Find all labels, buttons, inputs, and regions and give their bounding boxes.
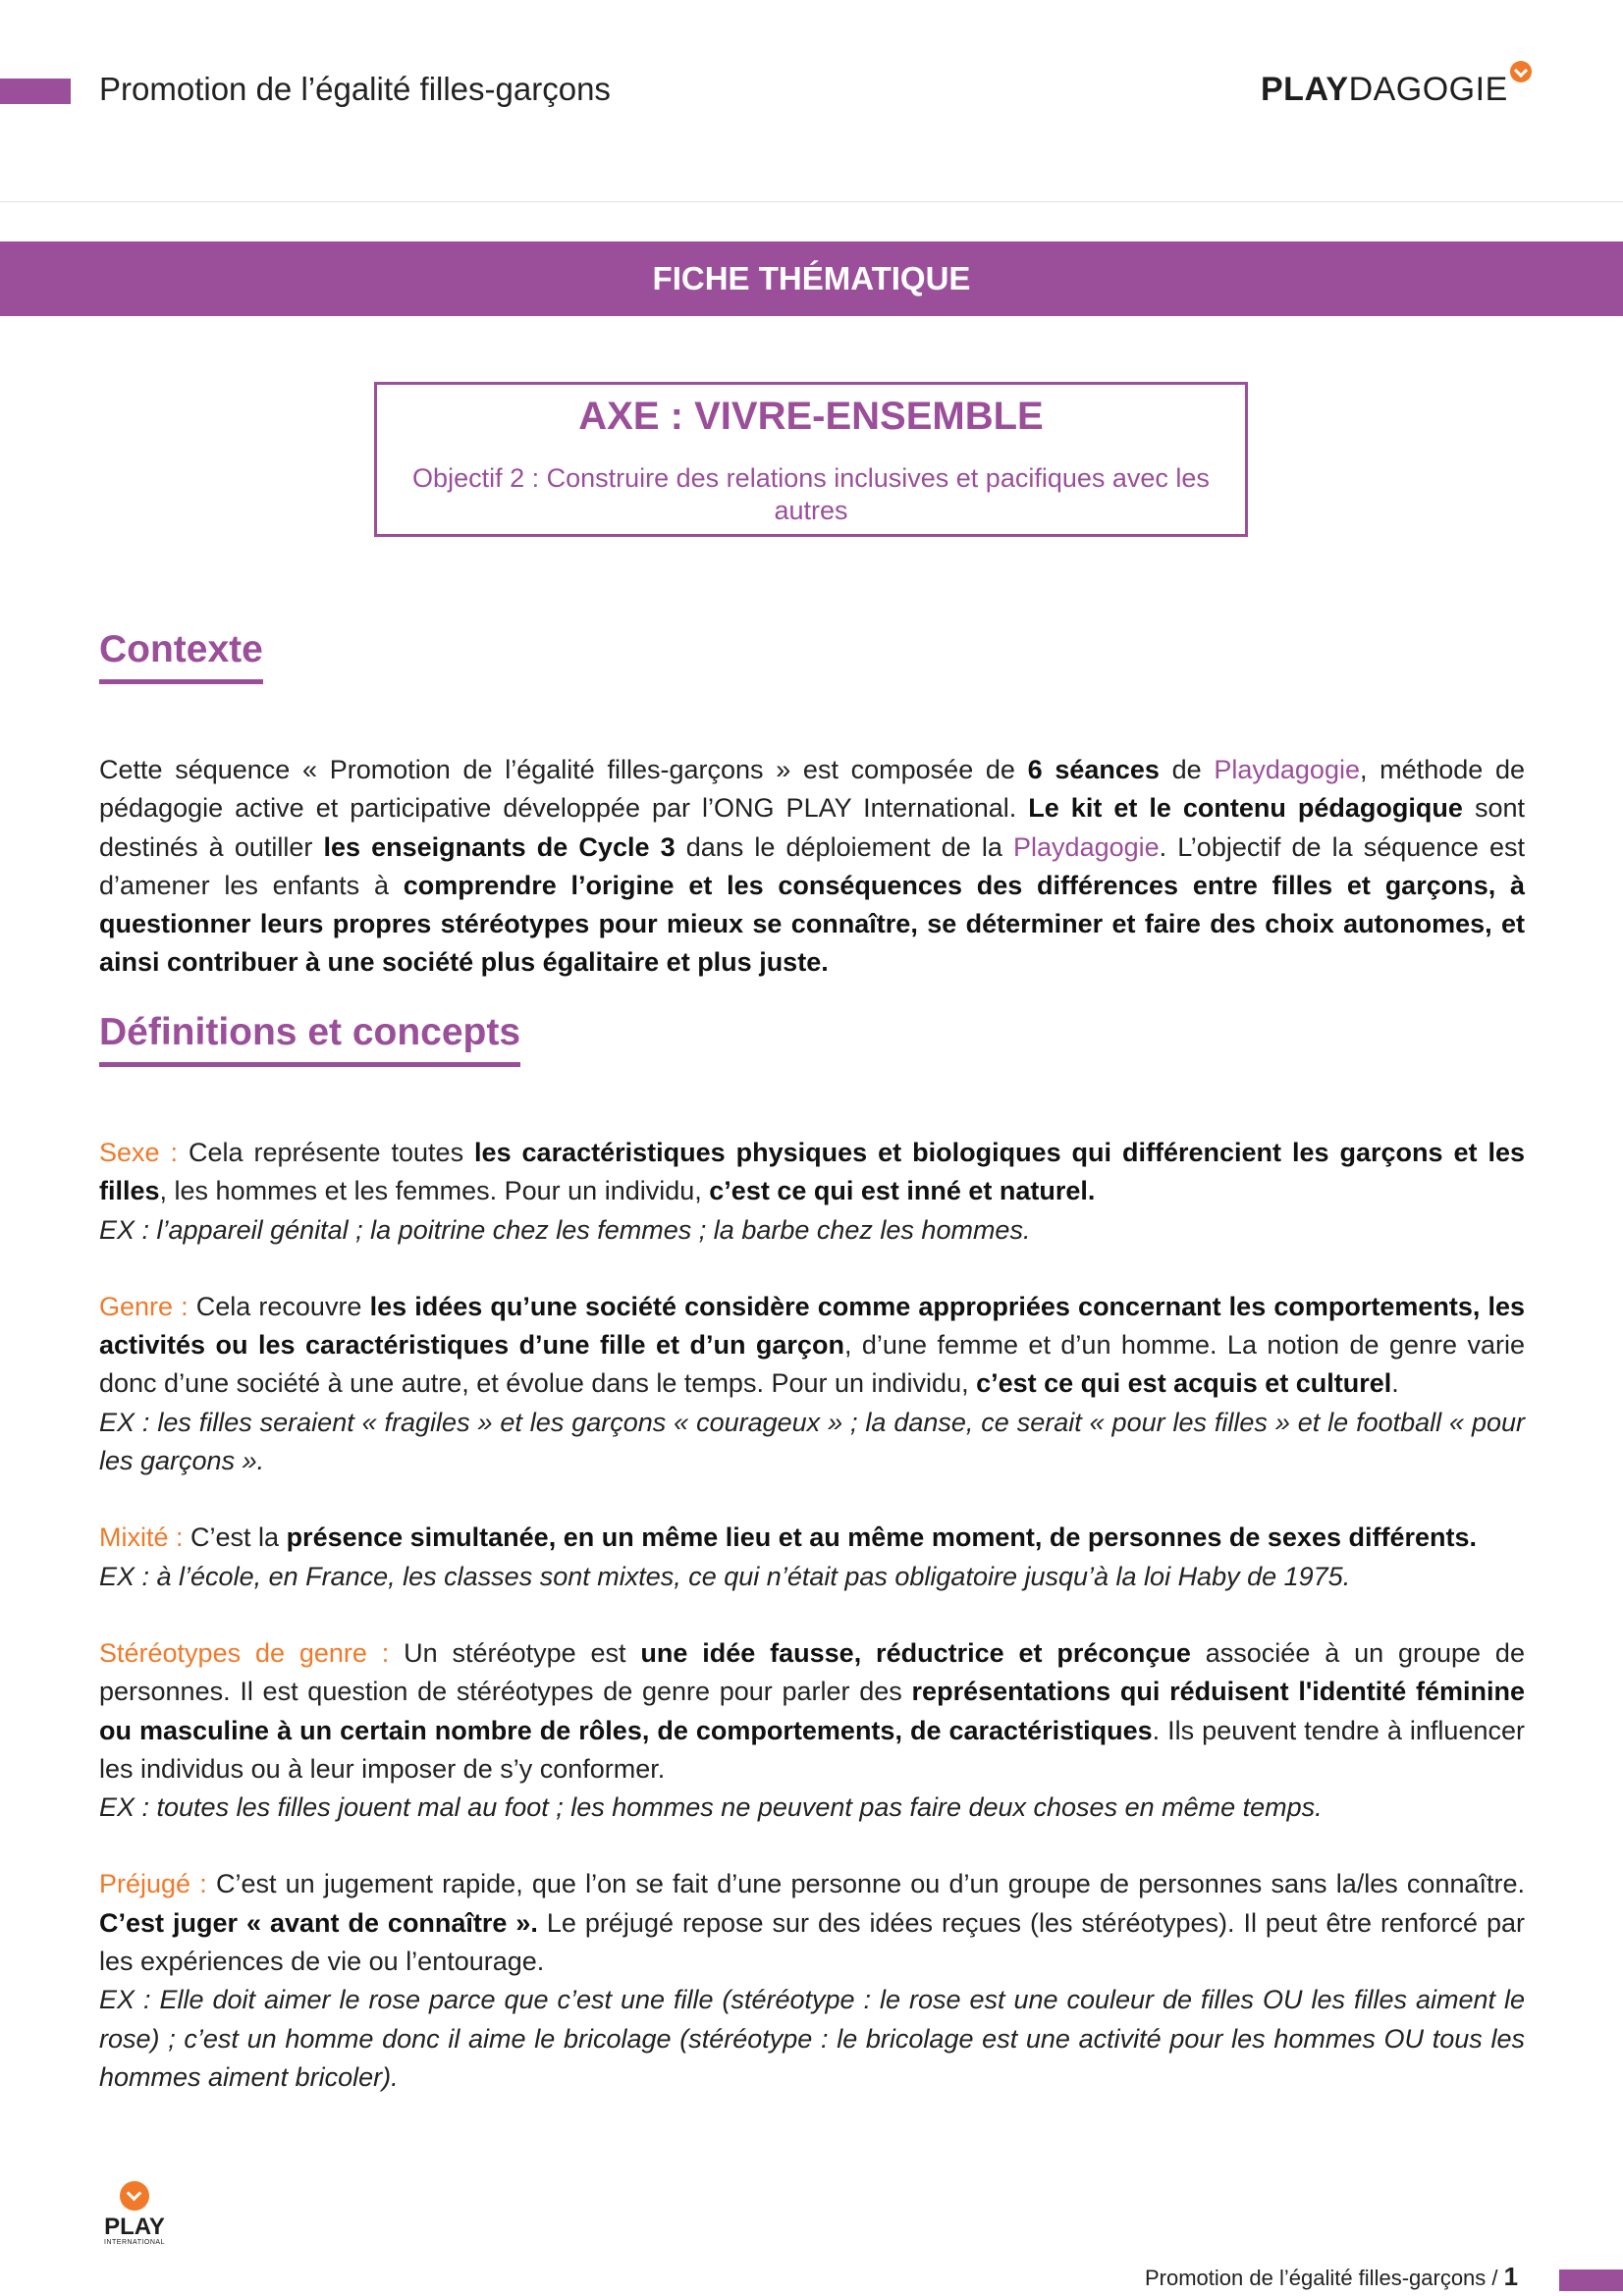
play-international-logo	[99, 2181, 170, 2250]
page-number: 1	[1503, 2262, 1519, 2291]
footer-page-label: Promotion de l’égalité filles-garçons / 1	[1145, 2262, 1519, 2291]
playdagogie-logo	[1261, 71, 1530, 114]
definitions-body	[99, 1134, 1525, 2097]
playdagogie-link-text: Playdagogie	[1013, 831, 1160, 862]
definition-genre: Genre : Cela recouvre les idées qu’une société considère comme appropriées concernant les comportements, les activités ou les caractéristiques d’une fille et d’un garçon, d’une femme et d’un homme. La notion de genre varie donc d’une société à une autre, et évolue dans le temps. Pour un individu, c’est ce qui est acquis et culturel. EX : les filles seraient « fragiles » et les garçons « courageux » ; la danse, ce serait « pour les filles » et le football « pour les garçons ».	[99, 1288, 1525, 1480]
footer-logo-sub: INTERNATIONAL	[104, 2239, 165, 2246]
heart-check-icon	[1510, 61, 1532, 82]
heart-check-icon	[120, 2181, 149, 2211]
header-accent-bar	[0, 79, 71, 104]
contexte-paragraph: Cette séquence « Promotion de l’égalité filles-garçons » est composée de 6 séances de Playdagogie, méthode de pédagogie active et participative développée par l’ONG PLAY International. Le kit et le contenu pédagogique sont destinés à outiller les enseignants de Cycle 3 dans le déploiement de la Playdagogie. L’objectif de la séquence est d’amener les enfants à comprendre l’origine et les conséquences des différences entre filles et garçons, à questionner leurs propres stéréotypes pour mieux se connaître, se déterminer et faire des choix autonomes, et ainsi contribuer à une société plus égalitaire et plus juste.	[99, 755, 1526, 978]
definition-prejuge: Préjugé : C’est un jugement rapide, que l’on se fait d’une personne ou d’un groupe de personnes sans la/les connaître. C’est juger « avant de connaître ». Le préjugé repose sur des idées reçues (les stéréotypes). Il peut être renforcé par les expériences de vie ou l’entourage. EX : Elle doit aimer le rose parce que c’est une fille (stéréotype : le rose est une couleur de filles OU les filles aiment le rose) ; c’est un homme donc il aime le bricolage (stéréotype : le bricolage est une activité pour les hommes OU tous les hommes aiment bricoler).	[99, 1865, 1525, 2097]
definition-mixite: Mixité : C’est la présence simultanée, en un même lieu et au même moment, de personnes de sexes différents. EX : à l’école, en France, les classes sont mixtes, ce qui n’était pas obligatoire jusqu’à la loi Haby de 1975.	[99, 1519, 1525, 1596]
example-text: EX : toutes les filles jouent mal au foot ; les hommes ne peuvent pas faire deux choses en même temps.	[99, 1792, 1323, 1823]
section-banner	[0, 241, 1623, 316]
term-label: Préjugé :	[99, 1869, 216, 1899]
definition-stereotypes: Stéréotypes de genre : Un stéréotype est une idée fausse, réductrice et préconçue associée à un groupe de personnes. Il est question de stéréotypes de genre pour parler des représentations qui réduisent l'identité féminine ou masculine à un certain nombre de rôles, de comportements, de caractéristiques. Ils peuvent tendre à influencer les individus ou à leur imposer de s’y conformer. EX : toutes les filles jouent mal au foot ; les hommes ne peuvent pas faire deux choses en même temps.	[99, 1634, 1525, 1827]
example-text: EX : à l’école, en France, les classes sont mixtes, ce qui n’était pas obligatoire jusqu’à la loi Haby de 1975.	[99, 1561, 1351, 1591]
playdagogie-link-text: Playdagogie	[1214, 755, 1360, 784]
axe-box	[374, 382, 1248, 537]
term-label: Mixité :	[99, 1522, 191, 1553]
definition-sexe: Sexe : Cela représente toutes les caractéristiques physiques et biologiques qui différencient les garçons et les filles, les hommes et les femmes. Pour un individu, c’est ce qui est inné et naturel. EX : l’appareil génital ; la poitrine chez les femmes ; la barbe chez les hommes.	[99, 1134, 1525, 1250]
footer-logo-play: PLAY	[104, 2214, 165, 2240]
example-text: EX : l’appareil génital ; la poitrine chez les femmes ; la barbe chez les hommes.	[99, 1214, 1031, 1245]
axe-title: AXE : VIVRE-ENSEMBLE	[578, 395, 1044, 438]
heading-contexte: Contexte	[99, 628, 263, 684]
axe-objective: Objectif 2 : Construire des relations inclusives et pacifiques avec les autres	[412, 463, 1210, 525]
document-title: Promotion de l’égalité filles-garçons	[99, 71, 611, 107]
header-divider	[0, 201, 1623, 202]
example-text: EX : les filles seraient « fragiles » et les garçons « courageux » ; la danse, ce serait « pour les filles » et le football « pour les garçons ».	[99, 1407, 1525, 1476]
logo-play-text: PLAY	[1261, 71, 1349, 108]
term-label: Stéréotypes de genre :	[99, 1637, 405, 1668]
footer-accent-bar	[1559, 2269, 1623, 2291]
heading-definitions: Définitions et concepts	[99, 1011, 520, 1067]
banner-label: FICHE THÉMATIQUE	[652, 260, 971, 296]
term-label: Sexe :	[99, 1138, 189, 1167]
logo-dagogie-text: DAGOGIE	[1348, 71, 1508, 108]
term-label: Genre :	[99, 1291, 196, 1321]
example-text: EX : Elle doit aimer le rose parce que c’est une fille (stéréotype : le rose est une couleur de filles OU les filles aiment le rose) ; c’est un homme donc il aime le bricolage (stéréotype : le bricolage est une activité pour les hommes OU tous les hommes aiment bricoler).	[99, 1985, 1525, 2092]
